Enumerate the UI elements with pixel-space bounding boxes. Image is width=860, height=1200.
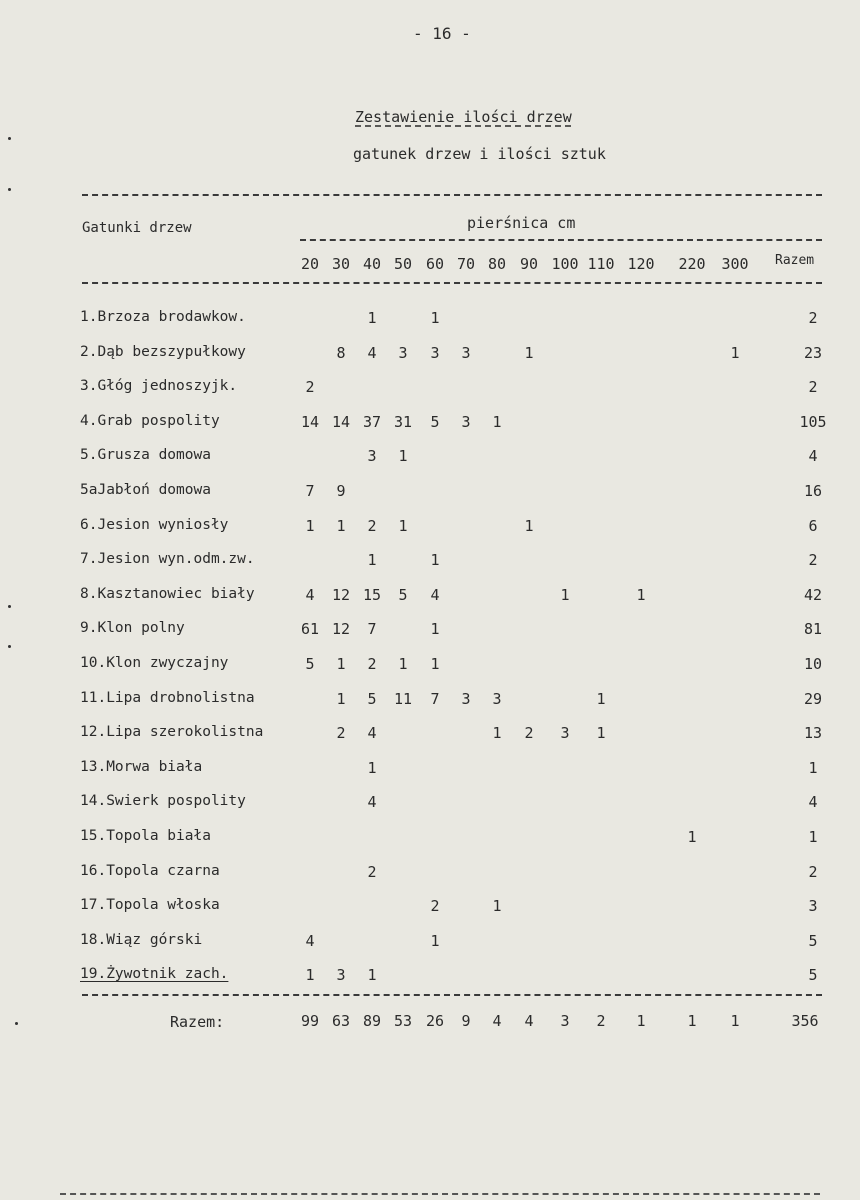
table-cell: 2 <box>524 724 534 742</box>
table-cell: 7 <box>430 690 440 708</box>
row-label: 16.Topola czarna <box>80 863 220 879</box>
table-cell: 5 <box>430 413 440 431</box>
table-cell: 3 <box>461 413 471 431</box>
table-cell: 1 <box>367 759 377 777</box>
row-label: 17.Topola włoska <box>80 897 220 913</box>
table-cell: 3 <box>461 344 471 362</box>
column-header: 20 <box>300 255 320 273</box>
document-title: Zestawienie ilości drzew <box>355 108 572 126</box>
table-cell: 2 <box>305 378 315 396</box>
row-total: 29 <box>803 690 823 708</box>
row-total: 5 <box>808 932 818 950</box>
table-cell: 61 <box>300 620 320 638</box>
column-sum: 99 <box>300 1012 320 1030</box>
row-total: 10 <box>803 655 823 673</box>
table-cell: 1 <box>398 655 408 673</box>
column-header: 100 <box>551 255 579 273</box>
column-header: 70 <box>456 255 476 273</box>
table-cell: 15 <box>362 586 382 604</box>
row-label: 7.Jesion wyn.odm.zw. <box>80 551 255 567</box>
row-total: 6 <box>808 517 818 535</box>
sum-label: Razem: <box>170 1013 225 1031</box>
row-total: 2 <box>808 551 818 569</box>
column-sum: 63 <box>331 1012 351 1030</box>
row-total: 81 <box>803 620 823 638</box>
row-label: 5aJabłoń domowa <box>80 482 211 498</box>
table-cell: 1 <box>560 586 570 604</box>
margin-dot <box>8 645 11 648</box>
table-cell: 1 <box>492 413 502 431</box>
column-sum: 89 <box>362 1012 382 1030</box>
table-cell: 9 <box>336 482 346 500</box>
column-header: 30 <box>331 255 351 273</box>
row-label: 19.Żywotnik zach. <box>80 966 229 982</box>
row-label: 2.Dąb bezszypułkowy <box>80 344 246 360</box>
row-total: 42 <box>803 586 823 604</box>
column-header: 110 <box>587 255 615 273</box>
table-cell: 1 <box>367 309 377 327</box>
row-label: 12.Lipa szerokolistna <box>80 724 264 740</box>
table-cell: 5 <box>398 586 408 604</box>
table-cell: 1 <box>430 932 440 950</box>
table-cell: 4 <box>367 793 377 811</box>
column-sum: 53 <box>393 1012 413 1030</box>
row-total: 23 <box>803 344 823 362</box>
table-cell: 2 <box>367 517 377 535</box>
row-total: 16 <box>803 482 823 500</box>
table-cell: 1 <box>596 724 606 742</box>
table-cell: 1 <box>336 517 346 535</box>
diameter-header: pierśnica cm <box>467 214 576 232</box>
column-sum: 2 <box>596 1012 606 1030</box>
table-cell: 14 <box>300 413 320 431</box>
column-header: 60 <box>425 255 445 273</box>
page-number: - 16 - <box>413 24 471 43</box>
column-header: 300 <box>721 255 749 273</box>
table-cell: 1 <box>730 344 740 362</box>
table-cell: 8 <box>336 344 346 362</box>
row-label: 14.Swierk pospolity <box>80 793 246 809</box>
table-cell: 3 <box>430 344 440 362</box>
column-sum: 26 <box>425 1012 445 1030</box>
table-cell: 2 <box>367 655 377 673</box>
row-total: 2 <box>808 378 818 396</box>
column-header: 40 <box>362 255 382 273</box>
table-cell: 1 <box>336 655 346 673</box>
row-label: 1.Brzoza brodawkow. <box>80 309 246 325</box>
table-cell: 1 <box>596 690 606 708</box>
margin-dot <box>8 188 11 191</box>
row-label: 3.Głóg jednoszyjk. <box>80 378 238 394</box>
row-label: 10.Klon zwyczajny <box>80 655 229 671</box>
species-header: Gatunki drzew <box>82 220 192 236</box>
row-label: 8.Kasztanowiec biały <box>80 586 255 602</box>
table-cell: 3 <box>492 690 502 708</box>
table-cell: 12 <box>331 620 351 638</box>
table-cell: 1 <box>687 828 697 846</box>
table-cell: 12 <box>331 586 351 604</box>
table-cell: 1 <box>367 551 377 569</box>
bottom-scan-edge <box>60 1193 820 1195</box>
row-label: 6.Jesion wyniosły <box>80 517 229 533</box>
column-header: 80 <box>487 255 507 273</box>
table-cell: 14 <box>331 413 351 431</box>
table-cell: 37 <box>362 413 382 431</box>
column-sum: 4 <box>492 1012 502 1030</box>
header-bottom-rule <box>82 282 822 284</box>
table-cell: 3 <box>560 724 570 742</box>
table-cell: 5 <box>367 690 377 708</box>
row-total: 4 <box>808 793 818 811</box>
row-total: 1 <box>808 828 818 846</box>
column-header: 120 <box>627 255 655 273</box>
column-sum: 3 <box>560 1012 570 1030</box>
table-cell: 5 <box>305 655 315 673</box>
row-label: 15.Topola biała <box>80 828 211 844</box>
column-header: 90 <box>519 255 539 273</box>
table-cell: 7 <box>367 620 377 638</box>
diameter-subrule <box>300 239 822 241</box>
column-sum: 1 <box>687 1012 697 1030</box>
row-total: 3 <box>808 897 818 915</box>
row-total: 1 <box>808 759 818 777</box>
table-cell: 2 <box>367 863 377 881</box>
table-cell: 2 <box>336 724 346 742</box>
row-label: 18.Wiąz górski <box>80 932 203 948</box>
table-cell: 4 <box>430 586 440 604</box>
table-cell: 1 <box>492 897 502 915</box>
table-cell: 1 <box>430 620 440 638</box>
row-label: 4.Grab pospolity <box>80 413 220 429</box>
table-cell: 1 <box>398 447 408 465</box>
margin-dot <box>8 137 11 140</box>
margin-dot <box>15 1022 18 1025</box>
row-total: 105 <box>799 413 827 431</box>
table-cell: 1 <box>430 551 440 569</box>
column-header: 220 <box>678 255 706 273</box>
table-cell: 1 <box>636 586 646 604</box>
row-label: 9.Klon polny <box>80 620 185 636</box>
table-cell: 1 <box>524 517 534 535</box>
table-cell: 3 <box>398 344 408 362</box>
column-sum: 4 <box>524 1012 534 1030</box>
table-cell: 31 <box>393 413 413 431</box>
table-cell: 1 <box>336 690 346 708</box>
table-top-rule <box>82 194 822 196</box>
margin-dot <box>8 605 11 608</box>
table-cell: 3 <box>461 690 471 708</box>
table-bottom-rule <box>82 994 822 996</box>
table-cell: 4 <box>367 344 377 362</box>
table-cell: 7 <box>305 482 315 500</box>
table-cell: 1 <box>305 966 315 984</box>
table-cell: 1 <box>305 517 315 535</box>
column-sum: 1 <box>636 1012 646 1030</box>
row-total: 2 <box>808 863 818 881</box>
row-label: 13.Morwa biała <box>80 759 203 775</box>
table-cell: 4 <box>367 724 377 742</box>
total-header: Razem <box>775 253 815 268</box>
table-cell: 11 <box>393 690 413 708</box>
row-total: 5 <box>808 966 818 984</box>
table-cell: 1 <box>367 966 377 984</box>
table-cell: 3 <box>367 447 377 465</box>
row-total: 2 <box>808 309 818 327</box>
table-cell: 2 <box>430 897 440 915</box>
table-cell: 1 <box>492 724 502 742</box>
table-cell: 1 <box>524 344 534 362</box>
row-total: 4 <box>808 447 818 465</box>
column-sum: 1 <box>730 1012 740 1030</box>
table-cell: 1 <box>430 655 440 673</box>
row-label: 11.Lipa drobnolistna <box>80 690 255 706</box>
table-cell: 3 <box>336 966 346 984</box>
table-cell: 1 <box>398 517 408 535</box>
column-sum: 9 <box>461 1012 471 1030</box>
column-header: 50 <box>393 255 413 273</box>
table-cell: 1 <box>430 309 440 327</box>
row-label: 5.Grusza domowa <box>80 447 211 463</box>
row-total: 13 <box>803 724 823 742</box>
grand-total: 356 <box>791 1012 819 1030</box>
table-cell: 4 <box>305 586 315 604</box>
table-cell: 4 <box>305 932 315 950</box>
document-subtitle: gatunek drzew i ilości sztuk <box>353 145 606 163</box>
